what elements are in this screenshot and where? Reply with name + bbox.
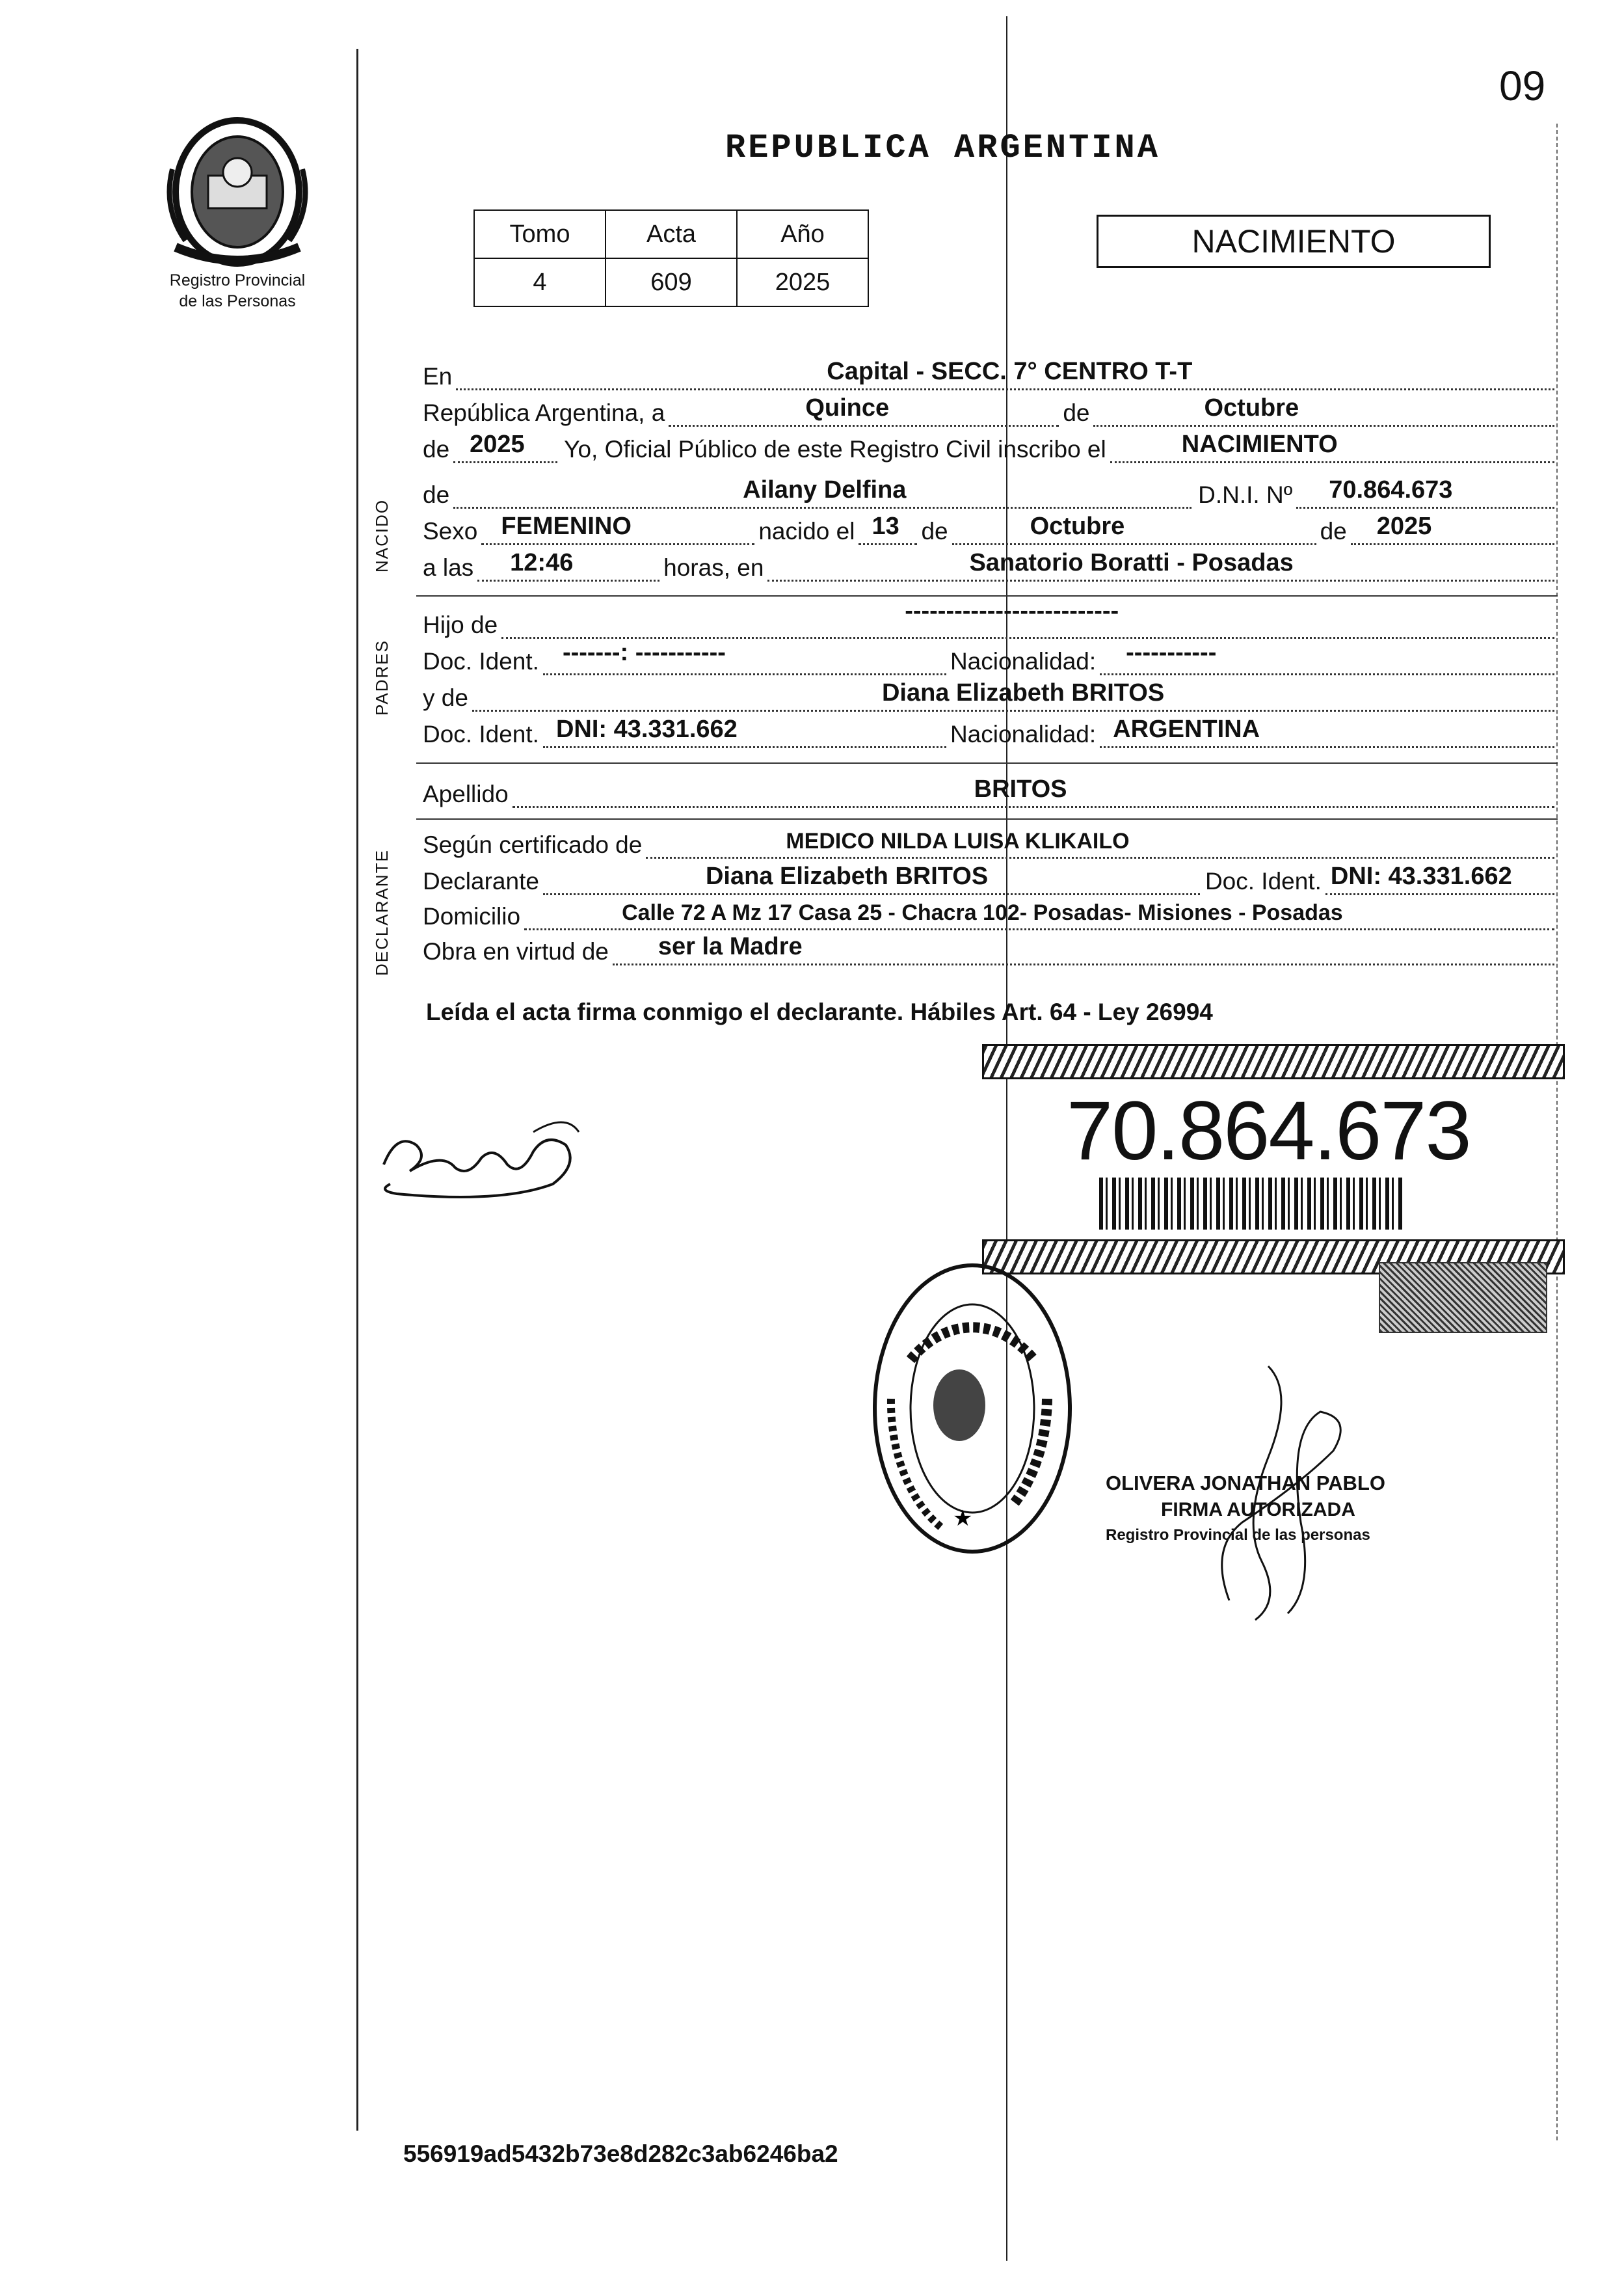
page-number: 09 bbox=[1499, 62, 1546, 109]
row-hijo: Hijo de -------------------------- bbox=[423, 605, 1554, 639]
doc-padre-value: -------: ----------- bbox=[562, 639, 726, 666]
acta-value: 609 bbox=[606, 258, 737, 306]
barcode bbox=[1099, 1178, 1405, 1230]
divider bbox=[416, 595, 1558, 597]
signer-name: OLIVERA JONATHAN PABLO bbox=[1106, 1472, 1385, 1494]
row-doc-padre: Doc. Ident. -------: ----------- Nacionalidad: ----------- bbox=[423, 641, 1554, 675]
anio-header: Año bbox=[737, 210, 868, 258]
obra-value: ser la Madre bbox=[658, 933, 803, 960]
security-band-top bbox=[982, 1044, 1565, 1079]
tomo-header: Tomo bbox=[474, 210, 606, 258]
en-value: Capital - SECC. 7° CENTRO T-T bbox=[827, 358, 1193, 385]
nac-madre-value: ARGENTINA bbox=[1113, 716, 1260, 743]
signer-role: FIRMA AUTORIZADA bbox=[1161, 1499, 1355, 1520]
row-obra: Obra en virtud de ser la Madre bbox=[423, 932, 1554, 965]
certificado-value: MEDICO NILDA LUISA KLIKAILO bbox=[786, 829, 1130, 854]
nac-padre-value: ----------- bbox=[1126, 639, 1217, 666]
madre-value: Diana Elizabeth BRITOS bbox=[881, 679, 1165, 707]
nacido-dia: 13 bbox=[872, 513, 899, 540]
nacido-mes: Octubre bbox=[1030, 513, 1125, 540]
left-margin-rule bbox=[356, 49, 358, 2131]
acta-header: Acta bbox=[606, 210, 737, 258]
mes-value: Octubre bbox=[1204, 394, 1299, 422]
row-nombre: de Ailany Delfina D.N.I. Nº 70.864.673 bbox=[423, 475, 1554, 509]
fold-line bbox=[1006, 16, 1007, 2261]
dia-value: Quince bbox=[805, 394, 890, 422]
svg-text:★: ★ bbox=[953, 1505, 973, 1531]
signer-organization: Registro Provincial de las personas bbox=[1106, 1526, 1370, 1544]
declarant-signature bbox=[371, 1106, 585, 1210]
province-shield-logo bbox=[156, 111, 319, 273]
dni-value: 70.864.673 bbox=[1329, 476, 1453, 504]
dni-large-number: 70.864.673 bbox=[1067, 1085, 1471, 1178]
side-label-declarante: DECLARANTE bbox=[372, 849, 392, 976]
record-table bbox=[473, 209, 869, 307]
side-label-padres: PADRES bbox=[372, 640, 392, 716]
nacido-anio: 2025 bbox=[1376, 513, 1432, 540]
declarante-doc-value: DNI: 43.331.662 bbox=[1330, 863, 1512, 890]
side-label-nacido: NACIDO bbox=[372, 498, 392, 573]
divider bbox=[416, 762, 1558, 764]
lugar-value: Sanatorio Boratti - Posadas bbox=[969, 549, 1294, 576]
hora-value: 12:46 bbox=[510, 549, 574, 576]
row-doc-madre: Doc. Ident. DNI: 43.331.662 Nacionalidad: ARGENTINA bbox=[423, 714, 1554, 748]
record-type-box: NACIMIENTO bbox=[1097, 215, 1491, 268]
nombre-value: Ailany Delfina bbox=[743, 476, 907, 504]
doc-madre-value: DNI: 43.331.662 bbox=[555, 716, 738, 743]
right-margin-rule bbox=[1556, 124, 1558, 2140]
anio-inscripcion: 2025 bbox=[470, 431, 525, 458]
anio-value: 2025 bbox=[737, 258, 868, 306]
closing-statement: Leída el acta firma conmigo el declarante. Hábiles Art. 64 - Ley 26994 bbox=[426, 999, 1213, 1025]
row-apellido: Apellido BRITOS bbox=[423, 774, 1554, 808]
hijo-value: -------------------------- bbox=[905, 597, 1119, 625]
row-hora: a las 12:46 horas, en Sanatorio Boratti - Posadas bbox=[423, 548, 1554, 582]
row-madre: y de Diana Elizabeth BRITOS bbox=[423, 678, 1554, 712]
row-fecha: República Argentina, a Quince de Octubre bbox=[423, 393, 1554, 427]
document-title: REPUBLICA ARGENTINA bbox=[725, 129, 1160, 167]
row-declarante: Declarante Diana Elizabeth BRITOS Doc. Ident. DNI: 43.331.662 bbox=[423, 861, 1554, 895]
domicilio-value: Calle 72 A Mz 17 Casa 25 - Chacra 102- Posadas- Misiones - Posadas bbox=[622, 900, 1343, 925]
row-inscripcion: de 2025 Yo, Oficial Público de este Registro Civil inscribo el NACIMIENTO bbox=[423, 429, 1554, 463]
row-domicilio: Domicilio Calle 72 A Mz 17 Casa 25 - Chacra 102- Posadas- Misiones - Posadas bbox=[423, 896, 1554, 930]
document-hash: 556919ad5432b73e8d282c3ab6246ba2 bbox=[403, 2140, 838, 2167]
row-certificado: Según certificado de MEDICO NILDA LUISA KLIKAILO bbox=[423, 825, 1554, 859]
registry-caption: Registro Provincial de las Personas bbox=[169, 271, 306, 310]
tomo-value: 4 bbox=[474, 258, 606, 306]
row-en: En Capital - SECC. 7° CENTRO T-T bbox=[423, 357, 1554, 390]
apellido-value: BRITOS bbox=[974, 775, 1067, 803]
official-seal bbox=[865, 1256, 1080, 1561]
inscripcion-value: NACIMIENTO bbox=[1181, 431, 1338, 458]
row-sexo: Sexo FEMENINO nacido el 13 de Octubre de 2025 bbox=[423, 511, 1554, 545]
declarante-value: Diana Elizabeth BRITOS bbox=[705, 863, 989, 890]
divider bbox=[416, 818, 1558, 820]
sexo-value: FEMENINO bbox=[501, 513, 632, 540]
hologram-patch bbox=[1379, 1262, 1547, 1333]
